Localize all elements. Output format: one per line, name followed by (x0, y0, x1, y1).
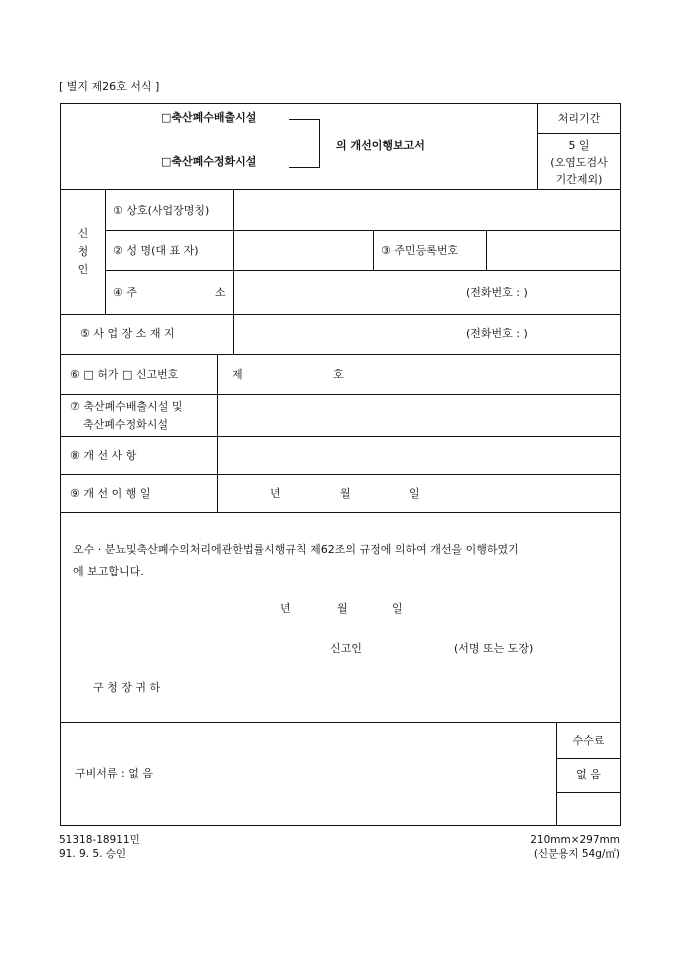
representative-label: ② 성 명(대 표 자) (113, 244, 199, 257)
applicant-label: 청 (77, 245, 89, 258)
fee-label: 수수료 (572, 734, 605, 747)
divider (105, 189, 106, 314)
statement-text: 오수 · 분뇨및축산폐수의처리에관한법률시행규칙 제62조의 규정에 의하여 개선을 이행하였기 (73, 543, 519, 556)
divider (60, 189, 621, 190)
report-year: 년 (280, 602, 291, 615)
applicant-label: 인 (77, 263, 89, 276)
divider (60, 436, 621, 437)
divider (60, 512, 621, 513)
bracket-line (289, 119, 319, 120)
address-label: ④ 주 (113, 286, 137, 299)
report-month: 월 (337, 602, 348, 615)
address-phone: (전화번호 : ) (466, 286, 528, 299)
facility-label: 축산폐수정화시설 (83, 418, 169, 431)
divider (60, 354, 621, 355)
form-title: 의 개선이행보고서 (336, 139, 425, 152)
divider (60, 314, 621, 315)
reporter-label: 신고인 (330, 642, 362, 655)
divider (233, 189, 234, 354)
permit-number-prefix: 제 (232, 368, 243, 381)
required-documents: 구비서류 : 없 음 (75, 767, 153, 780)
divider (217, 354, 218, 512)
divider (537, 133, 621, 134)
processing-period-note: (오염도검사 (550, 156, 608, 169)
processing-period-note: 기간제외) (555, 173, 603, 186)
approval-date: 91. 9. 5. 승인 (59, 848, 127, 860)
bracket-line (289, 167, 319, 168)
addressee: 구 청 장 귀 하 (93, 681, 161, 694)
divider (60, 722, 621, 723)
paper-type: (신문용지 54g/㎡) (533, 848, 620, 860)
divider (556, 792, 621, 793)
site-location-label: ⑤ 사 업 장 소 재 지 (80, 327, 175, 340)
fee-value: 없 음 (576, 768, 601, 781)
resident-number-label: ③ 주민등록번호 (381, 244, 459, 257)
site-phone: (전화번호 : ) (466, 327, 528, 340)
completion-date-label: ⑨ 개 선 이 행 일 (70, 487, 151, 500)
bracket-line (319, 119, 320, 168)
divider (556, 758, 621, 759)
divider (60, 394, 621, 395)
divider (373, 230, 374, 271)
permit-number-suffix: 호 (333, 368, 344, 381)
report-day: 일 (392, 602, 403, 615)
facility-label: ⑦ 축산폐수배출시설 및 (70, 400, 183, 413)
completion-month: 월 (340, 487, 351, 500)
divider (486, 230, 487, 271)
statement-text: 에 보고합니다. (73, 565, 144, 578)
form-code: 51318-18911민 (59, 834, 140, 846)
paper-size: 210mm×297mm (530, 834, 620, 846)
processing-period-label: 처리기간 (557, 112, 601, 125)
business-name-label: ① 상호(사업장명칭) (113, 204, 210, 217)
form-label: [ 별지 제26호 서식 ] (59, 80, 160, 93)
divider (105, 230, 621, 231)
border-bottom (60, 825, 621, 826)
divider (105, 270, 621, 271)
border-left (60, 103, 61, 826)
processing-period-days: 5 일 (568, 139, 590, 152)
permit-number-label: ⑥ □ 허가 □ 신고번호 (70, 368, 179, 381)
border-right (620, 103, 621, 826)
improvement-items-label: ⑧ 개 선 사 항 (70, 449, 137, 462)
facility-purification-option: □축산폐수정화시설 (161, 155, 257, 168)
completion-year: 년 (270, 487, 281, 500)
completion-day: 일 (409, 487, 420, 500)
applicant-label: 신 (77, 227, 89, 240)
signature-note: (서명 또는 도장) (454, 642, 534, 655)
divider (60, 474, 621, 475)
facility-discharge-option: □축산폐수배출시설 (161, 111, 257, 124)
address-label: 소 (215, 286, 226, 299)
